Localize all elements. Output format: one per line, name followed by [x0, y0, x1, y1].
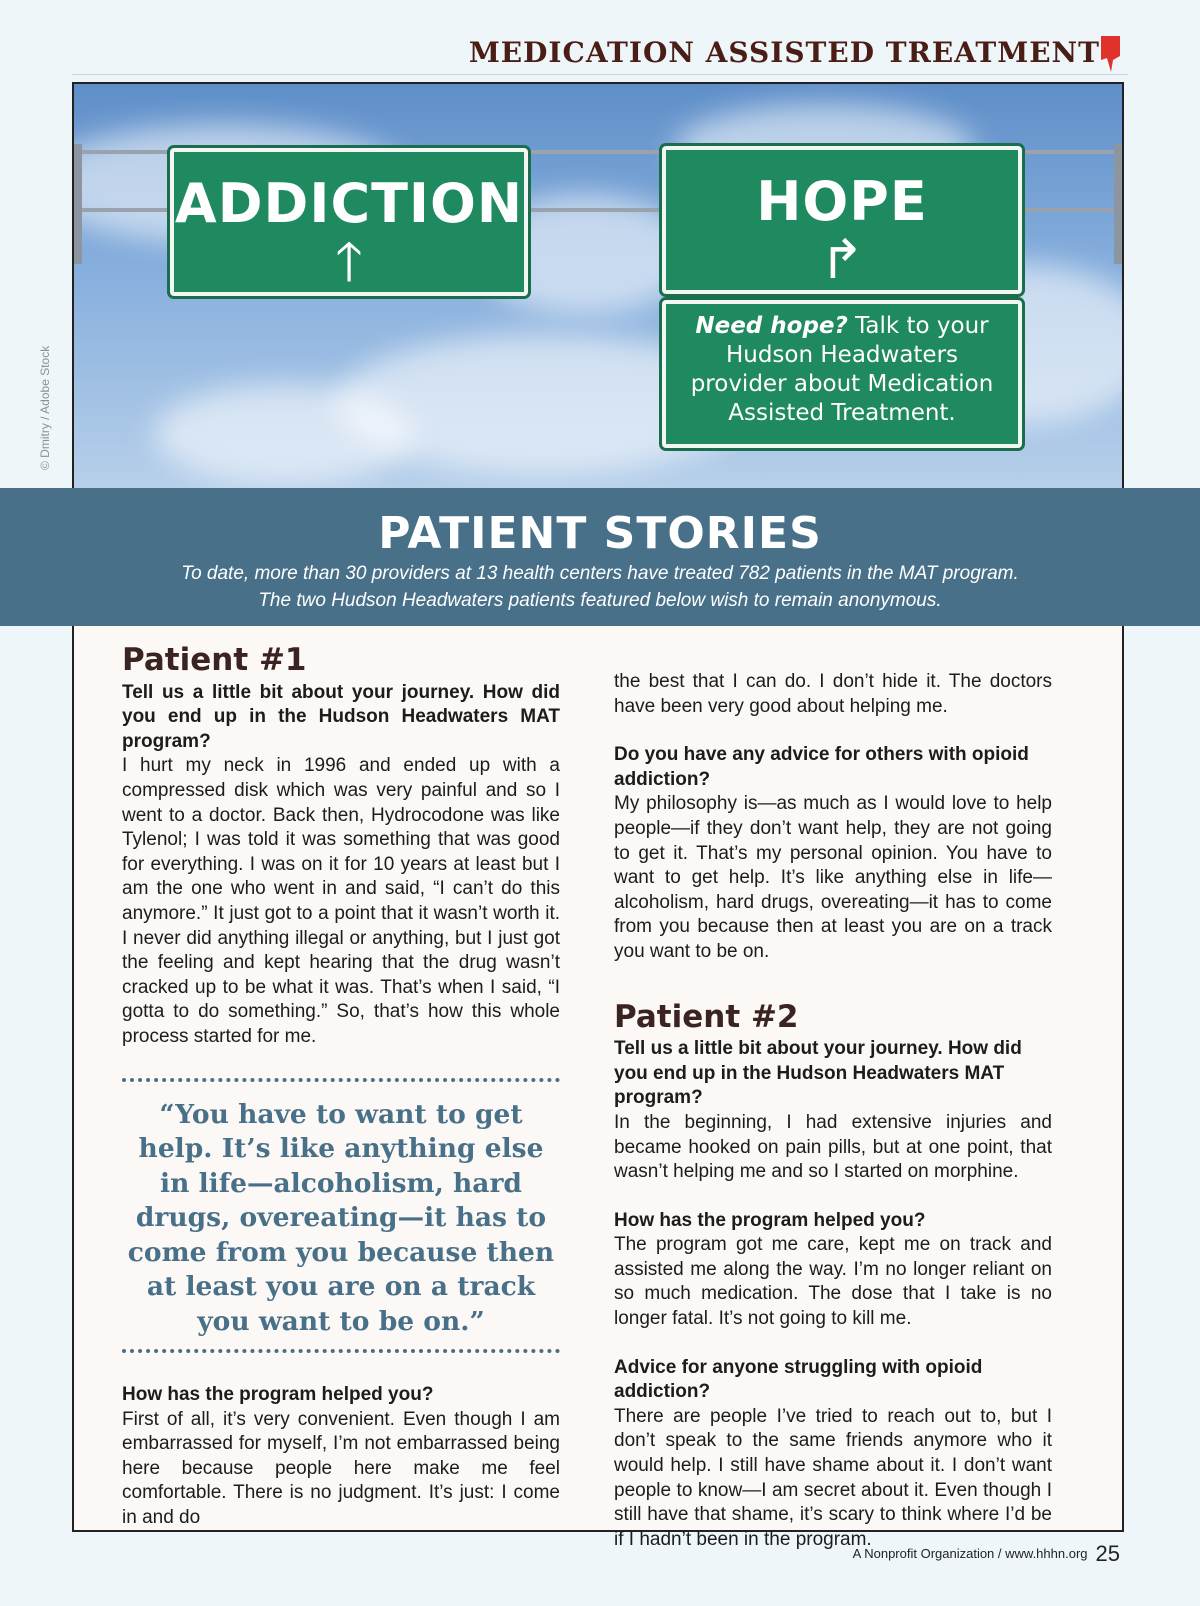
patient-1-answer-1: I hurt my neck in 1996 and ended up with a compressed disk which was very painful and so I went to a doctor. Back then, Hydrocodone was like Tylenol; I was told it was something that was good for everything. I was on it for 10 years at least but I am the one who went in and said, “I can’t do this anymore.” It just got to a point that it wasn’t worth it. I never did anything illegal or anything, but I just got the feeling and kept hearing that the drug wasn’t cracked up to be what it was. That’s when I said, “I gotta to do something.” So, that’s how this whole process started for me. — [122, 755, 560, 1047]
gantry-post — [74, 144, 82, 264]
page-number: 25 — [1095, 1541, 1120, 1566]
hope-note-sign — [662, 300, 1022, 448]
header-title: MEDICATION ASSISTED TREATMENT — [468, 36, 1100, 69]
banner-title: PATIENT STORIES — [378, 508, 822, 559]
patient-1-answer-3: My philosophy is—as much as I would love to help people—if they don’t want help, they are not going to get it. That’s my personal opinion. You have to want to get help. It’s like anything else in life—alcoholism, hard drugs, overeating—it has to come from you because then at least you are on a track you want to be on. — [614, 793, 1052, 962]
patient-2-question-3: Advice for anyone struggling with opioid addiction? — [614, 1356, 983, 1403]
footer-org: A Nonprofit Organization / www.hhhn.org — [852, 1546, 1088, 1561]
bookmark-flag-icon — [1100, 36, 1122, 72]
right-column — [614, 670, 1052, 1552]
patient-2-answer-2: The program got me care, kept me on track and assisted me along the way. I’m no longer reliant on so much medication. The dose that I take is no longer fatal. It’s not going to kill me. — [614, 1234, 1052, 1330]
pull-quote: “You have to want to get help. It’s like anything else in life—alcoholism, hard drugs, overeating—it has to come from you because then at least you are on a track you want to be on.” — [122, 1078, 560, 1354]
patient-2-question-1: Tell us a little bit about your journey. How did you end up in the Hudson Headwaters MAT program? — [614, 1038, 1022, 1109]
hope-sign-label: HOPE — [756, 170, 928, 233]
addiction-sign-label: ADDICTION — [174, 172, 524, 235]
hope-note-text: Talk to your Hudson Headwaters provider about Medication Assisted Treatment. — [690, 313, 994, 426]
arrow-up-icon: 🡑 — [334, 232, 364, 292]
patient-2-answer-3: There are people I’ve tried to reach out to, but I don’t speak to the same friends anymore who it would help. I still have shame about it. I don’t want people to know—I am secret about it. Even though I still have that shame, it’s scary to think where I’d be if I hadn’t been in the program. — [614, 1405, 1052, 1550]
banner-subtitle-2: The two Hudson Headwaters patients featured below wish to remain anonymous. — [258, 590, 942, 611]
gantry-post — [1114, 144, 1122, 264]
patient-2-heading: Patient #2 — [614, 998, 799, 1035]
hope-sign — [662, 146, 1022, 294]
patient-1-answer-2-continued: the best that I can do. I don’t hide it. The doctors have been very good about helping me. — [614, 671, 1052, 717]
patient-1-question-1: Tell us a little bit about your journey. How did you end up in the Hudson Headwaters MAT program? — [122, 681, 560, 752]
patient-1-question-3: Do you have any advice for others with opioid addiction? — [614, 744, 1029, 790]
header-divider — [72, 74, 1128, 75]
banner-subtitle-1: To date, more than 30 providers at 13 health centers have treated 782 patients in the MAT program. — [181, 563, 1019, 584]
addiction-sign — [170, 148, 528, 296]
photo-credit: © Dmitry / Adobe Stock — [38, 345, 52, 470]
hope-note-lead: Need hope? — [695, 313, 848, 339]
arrow-turn-right-icon: ↱ — [819, 230, 865, 290]
patient-1-answer-2: First of all, it’s very convenient. Even though I am embarrassed for myself, I’m not embarrassed being here because people here make me feel comfortable. There is no judgment. It’s just: I come in and do — [122, 1408, 560, 1528]
patient-1-question-2: How has the program helped you? — [122, 1384, 434, 1405]
hope-note — [666, 304, 1018, 436]
sky-photo — [74, 84, 1122, 490]
page-footer — [853, 1541, 1120, 1567]
patient-2-question-2: How has the program helped you? — [614, 1209, 926, 1231]
left-column — [122, 642, 560, 1531]
patient-stories-banner — [0, 488, 1200, 626]
patient-2-answer-1: In the beginning, I had extensive injuries and became hooked on pain pills, but at one point, that wasn’t helping me and so I started on morphine. — [614, 1111, 1052, 1183]
patient-1-heading: Patient #1 — [122, 642, 307, 678]
